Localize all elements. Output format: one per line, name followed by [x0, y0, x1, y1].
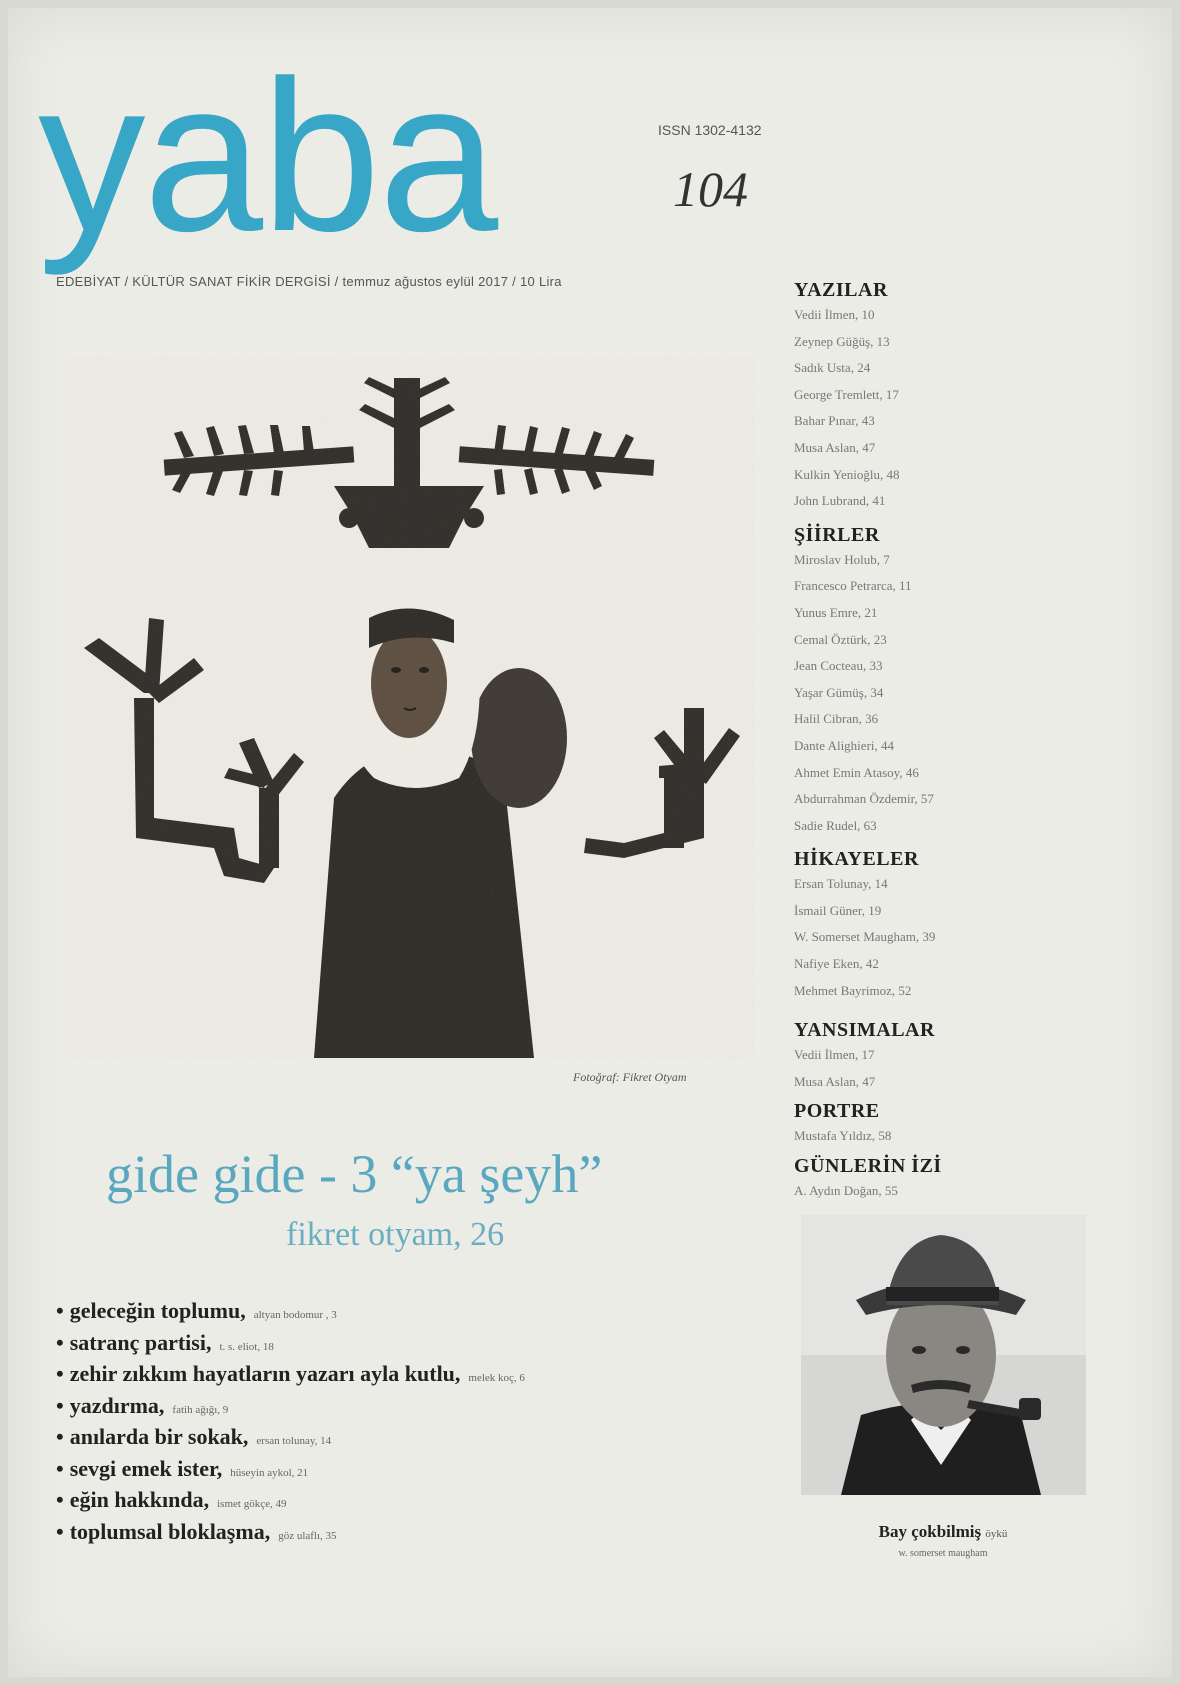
bullet-icon: • — [56, 1392, 64, 1418]
toc-item: Halil Cibran, 36 — [794, 711, 879, 727]
toc-item: Zeynep Güğüş, 13 — [794, 333, 890, 349]
toc-heading: YANSIMALAR — [794, 1019, 935, 1042]
toc-heading: HİKAYELER — [794, 848, 919, 871]
toc-item: Musa Aslan, 47 — [794, 1073, 876, 1089]
magazine-cover — [8, 8, 1172, 1677]
toc-heading: GÜNLERİN İZİ — [794, 1155, 942, 1178]
toc-item: Yaşar Gümüş, 34 — [794, 684, 884, 700]
magazine-tagline: EDEBİYAT / KÜLTÜR SANAT FİKİR DERGİSİ / temmuz ağustos eylül 2017 / 10 Lira — [56, 274, 562, 289]
cover-photo-illustration — [64, 358, 754, 1058]
toc-item: Nafiye Eken, 42 — [794, 956, 879, 972]
toc-item: Bahar Pınar, 43 — [794, 413, 875, 429]
toc-item: George Tremlett, 17 — [794, 386, 899, 402]
feature-list — [56, 1298, 525, 1550]
toc-item: Francesco Petrarca, 11 — [794, 578, 912, 594]
photo-caption: Fotoğraf: Fikret Otyam — [573, 1070, 687, 1084]
feature-author: t. s. eliot, 18 — [219, 1340, 274, 1353]
toc-item: Cemal Öztürk, 23 — [794, 631, 887, 647]
portrait-illustration — [801, 1215, 1086, 1495]
feature-author: hüseyin aykol, 21 — [230, 1466, 309, 1479]
toc-item: Abdurrahman Özdemir, 57 — [794, 791, 934, 807]
bullet-icon: • — [56, 1424, 64, 1449]
feature-author: ersan tolunay, 14 — [256, 1435, 332, 1447]
feature-author: ismet gökçe, 49 — [217, 1498, 287, 1510]
feature-title: anılarda bir sokak, — [69, 1424, 249, 1449]
feature-title: toplumsal bloklaşma, — [69, 1518, 271, 1544]
list-item — [56, 1519, 525, 1551]
toc-item: İsmail Güner, 19 — [794, 902, 882, 918]
cover-photo — [64, 358, 754, 1058]
feature-author: melek koç, 6 — [468, 1372, 525, 1384]
toc-item: John Lubrand, 41 — [794, 493, 886, 509]
toc-item: Mustafa Yıldız, 58 — [794, 1128, 892, 1144]
author-portrait — [801, 1215, 1086, 1495]
toc-item: Ahmet Emin Atasoy, 46 — [794, 764, 919, 780]
table-of-contents — [794, 278, 1094, 1205]
feature-title: sevgi emek ister, — [69, 1455, 223, 1481]
toc-heading: PORTRE — [794, 1100, 880, 1123]
toc-item: Sadie Rudel, 63 — [794, 817, 877, 833]
masthead-logo: yaba — [38, 35, 497, 276]
story-author: w. somerset maugham — [898, 1548, 988, 1559]
list-item — [56, 1393, 525, 1425]
feature-author: altyan bodomur , 3 — [253, 1309, 337, 1321]
list-item — [56, 1298, 525, 1330]
feature-title: yazdırma, — [69, 1392, 165, 1418]
feature-author: fatih ağığı, 9 — [172, 1403, 229, 1416]
list-item — [56, 1456, 525, 1488]
feature-title: zehir zıkkım hayatların yazarı ayla kutlu, — [69, 1361, 461, 1386]
toc-heading: YAZILAR — [794, 279, 888, 301]
toc-item: Mehmet Bayrimoz, 52 — [794, 982, 912, 998]
toc-item: Musa Aslan, 47 — [794, 439, 876, 455]
toc-item: W. Somerset Maugham, 39 — [794, 929, 936, 945]
toc-item: Jean Cocteau, 33 — [794, 658, 883, 674]
feature-title: eğin hakkında, — [69, 1487, 210, 1512]
toc-item: Ersan Tolunay, 14 — [794, 876, 888, 892]
list-item — [56, 1361, 525, 1393]
toc-item: Sadık Usta, 24 — [794, 360, 871, 376]
feature-title: geleceğin toplumu, — [69, 1298, 246, 1323]
toc-item: A. Aydın Doğan, 55 — [794, 1183, 898, 1199]
issn-number: ISSN 1302-4132 — [658, 122, 762, 138]
bullet-icon: • — [56, 1298, 64, 1323]
toc-item: Dante Alighieri, 44 — [794, 737, 895, 753]
list-item — [56, 1330, 525, 1362]
feature-author: göz ulaflı, 35 — [278, 1529, 337, 1542]
bullet-icon: • — [56, 1518, 64, 1544]
story-tag: öykü — [985, 1528, 1008, 1540]
cover-subheadline: fikret otyam, 26 — [286, 1216, 505, 1253]
list-item — [56, 1487, 525, 1519]
bullet-icon: • — [56, 1487, 64, 1512]
toc-item: Vedii İlmen, 17 — [794, 1047, 875, 1063]
cover-headline: gide gide - 3 “ya şeyh” — [106, 1144, 603, 1204]
toc-item: Kulkin Yenioğlu, 48 — [794, 466, 900, 482]
story-title: Bay çokbilmiş — [878, 1522, 982, 1541]
toc-item: Vedii İlmen, 10 — [794, 307, 875, 322]
toc-item: Miroslav Holub, 7 — [794, 551, 890, 567]
issue-number: 104 — [673, 161, 748, 217]
story-title-block — [808, 1522, 1078, 1542]
toc-item: Yunus Emre, 21 — [794, 604, 878, 620]
feature-title: satranç partisi, — [69, 1329, 212, 1355]
list-item — [56, 1424, 525, 1456]
bullet-icon: • — [56, 1361, 64, 1386]
bullet-icon: • — [56, 1455, 64, 1481]
bullet-icon: • — [56, 1329, 64, 1355]
toc-heading: ŞİİRLER — [794, 523, 880, 546]
